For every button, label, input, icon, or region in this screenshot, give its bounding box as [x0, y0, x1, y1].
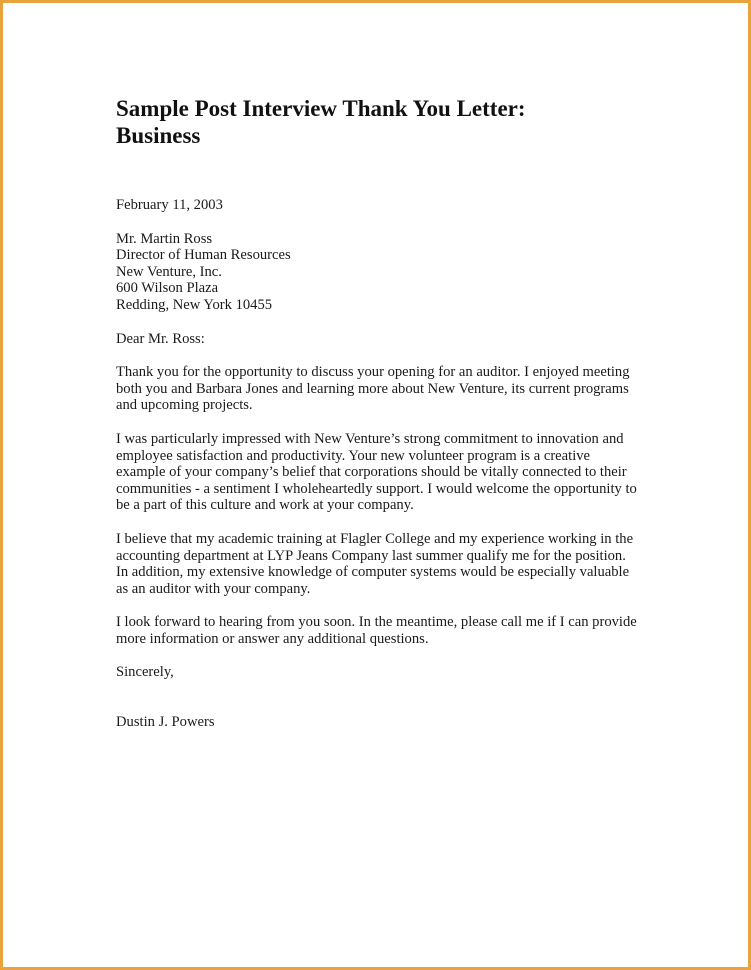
paragraph-1	[116, 364, 656, 414]
recipient-company: New Venture, Inc.	[116, 263, 222, 280]
recipient-name: Mr. Martin Ross	[116, 230, 213, 247]
paragraph-line: I was particularly impressed with New Venture’s strong commitment to innovation and	[116, 430, 624, 447]
recipient-address	[116, 231, 656, 314]
recipient-title: Director of Human Resources	[116, 247, 291, 264]
paragraph-line: be a part of this culture and work at your company.	[116, 497, 414, 514]
paragraph-line: I look forward to hearing from you soon. In the meantime, please call me if I can provide	[116, 614, 637, 631]
paragraph-line: both you and Barbara Jones and learning more about New Venture, its current programs	[116, 380, 629, 397]
paragraph-3	[116, 531, 656, 597]
salutation: Dear Mr. Ross:	[116, 330, 205, 347]
closing: Sincerely,	[116, 664, 174, 681]
letter	[116, 95, 656, 731]
paragraph-line: more information or answer any additional questions.	[116, 630, 429, 647]
paragraph-line: communities - a sentiment I wholeheartedly support. I would welcome the opportunity to	[116, 480, 637, 497]
paragraph-4	[116, 614, 656, 647]
recipient-city: Redding, New York 10455	[116, 296, 273, 313]
title-line: Business	[116, 123, 201, 148]
paragraph-line: and upcoming projects.	[116, 397, 253, 414]
paragraph-line: In addition, my extensive knowledge of computer systems would be especially valuable	[116, 564, 630, 581]
paragraph-line: accounting department at LYP Jeans Company last summer qualify me for the position.	[116, 547, 626, 564]
title-line: Sample Post Interview Thank You Letter:	[116, 96, 526, 121]
paragraph-line: example of your company’s belief that corporations should be vitally connected to their	[116, 464, 627, 481]
paragraph-2	[116, 431, 656, 514]
paragraph-line: Thank you for the opportunity to discuss your opening for an auditor. I enjoyed meeting	[116, 364, 630, 381]
signature-name: Dustin J. Powers	[116, 714, 215, 731]
paragraph-line: I believe that my academic training at Flagler College and my experience working in the	[116, 530, 634, 547]
paragraph-line: as an auditor with your company.	[116, 580, 311, 597]
recipient-street: 600 Wilson Plaza	[116, 280, 219, 297]
letter-date: February 11, 2003	[116, 197, 223, 213]
paragraph-line: employee satisfaction and productivity. Your new volunteer program is a creative	[116, 447, 591, 464]
letter-title	[116, 95, 656, 149]
